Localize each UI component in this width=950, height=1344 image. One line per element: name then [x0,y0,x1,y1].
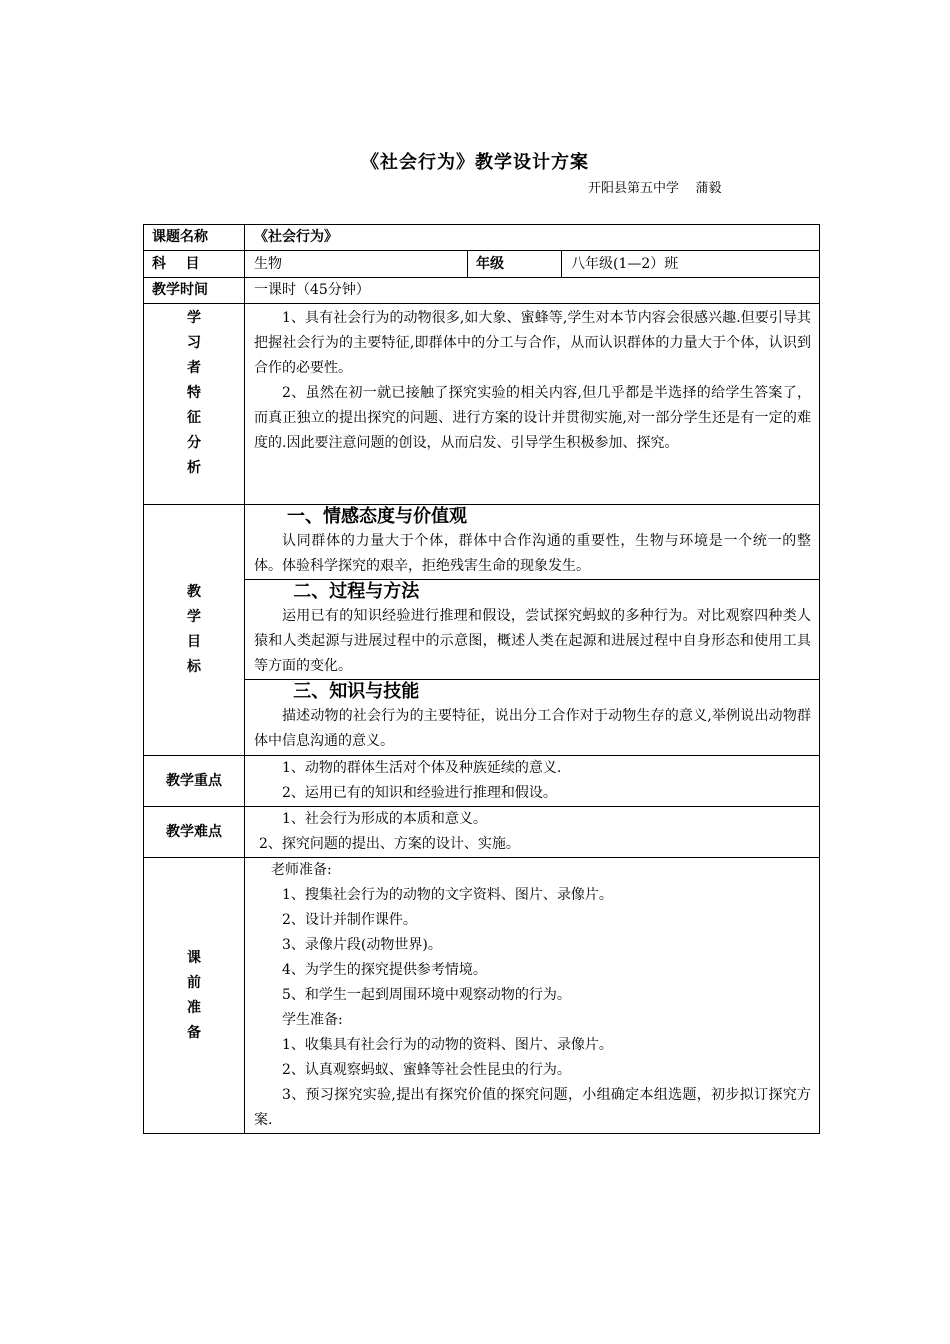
difficulties-content [245,807,820,858]
row-subject [144,251,820,278]
key-points-content [245,756,820,807]
grade-label: 年级 [468,251,562,278]
student-prep-title: 学生准备: [282,1012,343,1028]
goal-heading-knowledge: 三、知识与技能 [287,681,420,702]
row-key-points [144,756,820,807]
teacher-prep-1: 1、搜集社会行为的动物的文字资料、图片、录像片。 [282,887,613,903]
goal-block-knowledge [245,680,819,754]
subject-value: 生物 [245,251,468,278]
difficulty-point-1: 1、社会行为形成的本质和意义。 [282,811,487,827]
subject-label: 科 目 [144,251,245,278]
goal-block-process [245,580,819,680]
goal-label: 教 学 目 标 [187,584,201,675]
lesson-plan-table [143,224,820,1134]
course-name-value: 《社会行为》 [245,225,820,251]
learner-label: 学 习 者 特 征 分 析 [187,310,201,476]
teacher-prep-4: 4、为学生的探究提供参考情境。 [282,962,487,978]
row-course-name [144,225,820,251]
time-value: 一课时（45分钟） [245,278,820,304]
prep-label: 课 前 准 备 [187,949,201,1041]
goal-heading-process: 二、过程与方法 [287,581,420,602]
teacher-prep-title: 老师准备: [271,862,332,878]
goal-text-emotion: 认同群体的力量大于个体，群体中合作沟通的重要性，生物与环境是一个统一的整体。体验科学探究的艰辛，拒绝残害生命的现象发生。 [254,533,812,574]
time-label: 教学时间 [144,278,245,304]
learner-paragraph-2: 2、虽然在初一就已接触了探究实验的相关内容,但几乎都是半选择的给学生答案了，而真正独立的提出探究的问题、进行方案的设计并贯彻实施,对一部分学生还是有一定的难度的.因此要注意问题的创设，从而启发、引导学生积极参加、探究。 [254,385,812,451]
goal-text-knowledge: 描述动物的社会行为的主要特征，说出分工合作对于动物生存的意义,举例说出动物群体中信息沟通的意义。 [254,708,812,749]
course-name-label: 课题名称 [144,225,245,251]
row-learner-analysis [144,304,820,505]
goal-heading-emotion: 一、情感态度与价值观 [287,506,467,527]
goals-content [245,505,820,756]
teacher-prep-3: 3、录像片段(动物世界)。 [282,937,442,953]
student-prep-2: 2、认真观察蚂蚁、蜜蜂等社会性昆虫的行为。 [282,1062,571,1078]
key-points-label: 教学重点 [144,756,245,807]
prep-label-cell [144,858,245,1134]
difficulty-point-2: 2、探究问题的提出、方案的设计、实施。 [259,836,520,852]
learner-paragraph-1: 1、具有社会行为的动物很多,如大象、蜜蜂等,学生对本节内容会很感兴趣.但要引导其把握社会行为的主要特征,即群体中的分工与合作，从而认识群体的力量大于个体，认识到合作的必要性。 [254,310,812,376]
row-time [144,278,820,304]
key-point-2: 2、运用已有的知识和经验进行推理和假设。 [282,785,557,801]
prep-content [245,858,820,1134]
student-prep-1: 1、收集具有社会行为的动物的资料、图片、录像片。 [282,1037,613,1053]
row-difficulties [144,807,820,858]
key-point-1: 1、动物的群体生活对个体及种族延续的意义. [282,760,562,776]
row-preparation [144,858,820,1134]
goal-block-emotion [245,505,819,580]
grade-value: 八年级(1—2）班 [562,251,820,278]
teacher-prep-5: 5、和学生一起到周围环境中观察动物的行为。 [282,987,571,1003]
goal-label-cell [144,505,245,756]
author-line: 开阳县第五中学 蒲毅 [588,181,722,196]
document-title: 《社会行为》教学设计方案 [361,152,589,173]
difficulties-label: 教学难点 [144,807,245,858]
learner-label-cell [144,304,245,505]
student-prep-3: 3、预习探究实验,提出有探究价值的探究问题，小组确定本组选题，初步拟订探究方案. [254,1087,812,1128]
teacher-prep-2: 2、设计并制作课件。 [282,912,417,928]
row-teaching-goals [144,505,820,756]
learner-content [245,304,820,505]
goal-text-process: 运用已有的知识经验进行推理和假设，尝试探究蚂蚁的多种行为。对比观察四种类人猿和人类起源与进展过程中的示意图，概述人类在起源和进展过程中自身形态和使用工具等方面的变化。 [254,608,812,674]
